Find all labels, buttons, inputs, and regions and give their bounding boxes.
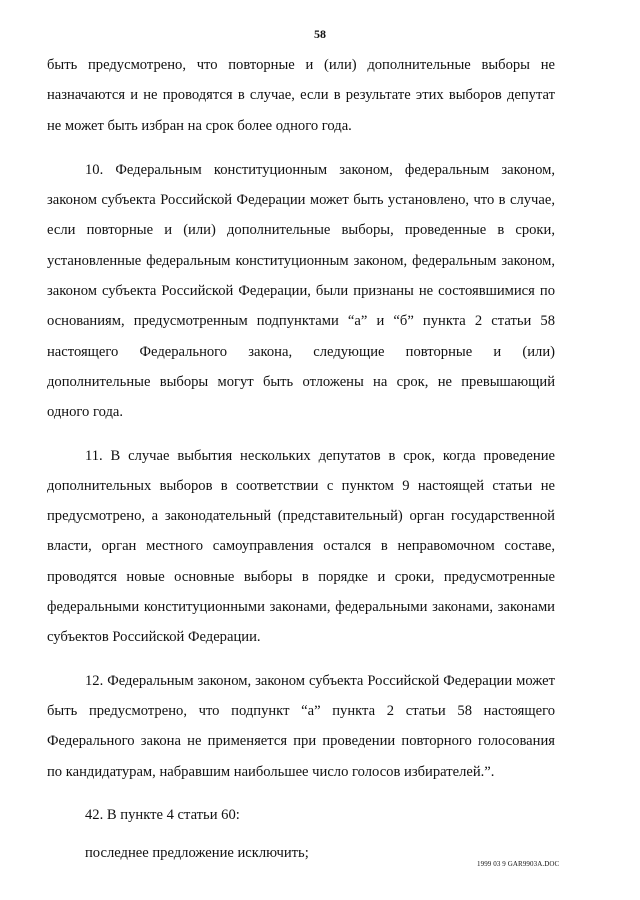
paragraph-item-12: 12. Федеральным законом, законом субъекта Российской Федерации может быть предусмотрено, что подпункт “а” пункта 2 статьи 58 настоящего Федерального закона не применяется при проведении повторного голосования по кандидатурам, набравшим наибольшее число голосов избирателей.”.	[47, 672, 555, 780]
document-body	[47, 50, 555, 881]
page-number: 58	[314, 27, 326, 41]
paragraph-item-10: 10. Федеральным конституционным законом, федеральным законом, законом субъекта Российской Федерации может быть установлено, что в случае, если повторные и (или) дополнительные выборы, проведенные в сроки, установленные федеральным конституционным законом, федеральным законом, законом субъекта Российской Федерации, были признаны не состоявшимися по основаниям, предусмотренным подпунктами “а” и “б” пункта 2 статьи 58 настоящего Федерального закона, следующие повторные и (или) дополнительные выборы могут быть отложены на срок, не превышающий одного года.	[47, 161, 555, 421]
paragraph-item-11: 11. В случае выбытия нескольких депутатов в срок, когда проведение дополнительных выборов в соответствии с пунктом 9 настоящей статьи не предусмотрено, а законодательный (представительный) орган государственной власти, орган местного самоуправления остался в неправомочном составе, проводятся новые основные выборы в порядке и сроки, предусмотренные федеральными конституционными законами, федеральными законами, законами субъектов Российской Федерации.	[47, 447, 555, 646]
footer-document-code: 1999 03 9 GAR9903A.DOC	[477, 860, 560, 868]
paragraph-item-42: 42. В пункте 4 статьи 60:	[85, 806, 240, 823]
paragraph-instruction: последнее предложение исключить;	[85, 845, 309, 862]
paragraph-continuation: быть предусмотрено, что повторные и (или) дополнительные выборы не назначаются и не проводятся в случае, если в результате этих выборов депутат не может быть избран на срок более одного года.	[47, 57, 555, 134]
